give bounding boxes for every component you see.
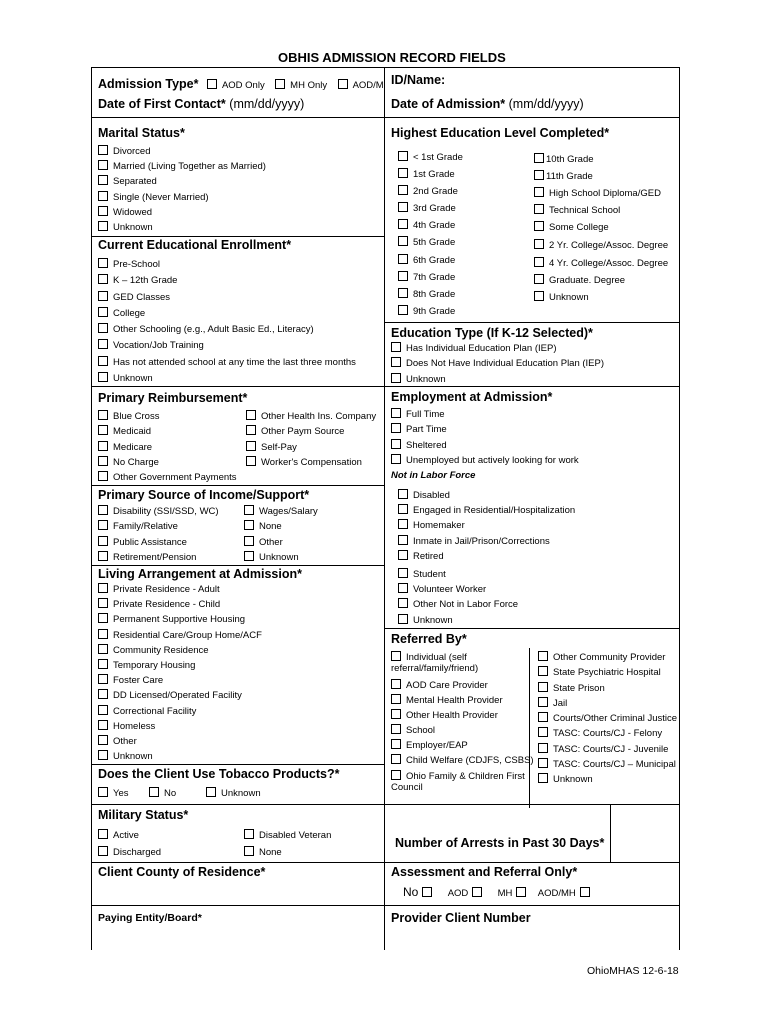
- income-option[interactable]: Family/Relative: [98, 520, 219, 535]
- income-option[interactable]: Other: [244, 536, 318, 551]
- assessment-aod-checkbox[interactable]: [472, 887, 482, 897]
- referred-option-cont: Council: [391, 781, 423, 793]
- living-option[interactable]: Private Residence - Adult: [98, 583, 262, 598]
- referred-option[interactable]: TASC: Courts/CJ - Juvenile: [538, 743, 677, 758]
- reimbursement-left: [98, 410, 237, 486]
- education-right: [534, 153, 668, 308]
- employment-options: [391, 408, 579, 469]
- nilf-option[interactable]: Inmate in Jail/Prison/Corrections: [398, 535, 575, 550]
- option-label: AOD/M: [352, 80, 384, 91]
- edu-type-options: [391, 342, 604, 388]
- living-label: Living Arrangement at Admission*: [98, 567, 302, 581]
- enrollment-option[interactable]: College: [98, 307, 356, 323]
- aod-m-checkbox[interactable]: [338, 79, 348, 89]
- referred-option[interactable]: Child Welfare (CDJFS, CSBS): [391, 754, 534, 769]
- military-label: Military Status*: [98, 808, 189, 822]
- divider: [384, 804, 679, 805]
- referred-option[interactable]: Ohio Family & Children First: [391, 770, 534, 782]
- education-option[interactable]: Unknown: [534, 291, 668, 308]
- income-right: [244, 505, 318, 566]
- provider-client-number-field[interactable]: Provider Client Number: [391, 911, 531, 925]
- reimbursement-option[interactable]: Other Health Ins. Company: [246, 410, 376, 425]
- living-option[interactable]: Foster Care: [98, 674, 262, 689]
- income-option[interactable]: Disability (SSI/SSD, WC): [98, 505, 219, 520]
- divider: [384, 905, 679, 906]
- marital-option[interactable]: Divorced: [98, 145, 266, 160]
- referred-option[interactable]: TASC: Courts/CJ - Felony: [538, 727, 677, 742]
- footer-version: OhioMHAS 12-6-18: [587, 965, 679, 977]
- marital-option[interactable]: Separated: [98, 175, 266, 190]
- reimbursement-label: Primary Reimbursement*: [98, 391, 248, 405]
- arrests-input[interactable]: [612, 806, 677, 860]
- admission-type-label: Admission Type*: [98, 77, 199, 91]
- enrollment-option[interactable]: Pre-School: [98, 258, 356, 274]
- education-option[interactable]: < 1st Grade: [398, 151, 463, 168]
- education-option[interactable]: 2nd Grade: [398, 185, 463, 202]
- living-option[interactable]: Permanent Supportive Housing: [98, 613, 262, 628]
- tobacco-no[interactable]: No: [149, 787, 176, 800]
- education-label: Highest Education Level Completed*: [391, 126, 610, 140]
- living-option[interactable]: Other: [98, 735, 262, 750]
- reimbursement-option[interactable]: No Charge: [98, 456, 237, 471]
- living-option[interactable]: Temporary Housing: [98, 659, 262, 674]
- page-title: OBHIS ADMISSION RECORD FIELDS: [278, 50, 506, 65]
- income-option[interactable]: Unknown: [244, 551, 318, 566]
- first-contact-field[interactable]: [98, 97, 304, 111]
- income-option[interactable]: None: [244, 520, 318, 535]
- nilf-option[interactable]: Engaged in Residential/Hospitalization: [398, 504, 575, 519]
- marital-option[interactable]: Unknown: [98, 221, 266, 236]
- living-options: [98, 583, 262, 765]
- assessment-options: [403, 885, 594, 900]
- tobacco-label: Does the Client Use Tobacco Products?*: [98, 767, 340, 781]
- frame-left: [91, 67, 92, 950]
- income-option[interactable]: Public Assistance: [98, 536, 219, 551]
- education-option[interactable]: 4 Yr. College/Assoc. Degree: [534, 257, 668, 274]
- nilf-option[interactable]: Retired: [398, 550, 575, 565]
- referred-option[interactable]: Employer/EAP: [391, 739, 534, 754]
- education-option[interactable]: 2 Yr. College/Assoc. Degree: [534, 239, 668, 256]
- referred-option[interactable]: School: [391, 724, 534, 739]
- employment-option[interactable]: Full Time: [391, 408, 579, 423]
- option-label: AOD Only: [221, 80, 265, 91]
- edu-type-option[interactable]: Does Not Have Individual Education Plan (IEP): [391, 357, 604, 372]
- education-option[interactable]: 5th Grade: [398, 236, 463, 253]
- mh-only-checkbox[interactable]: [275, 79, 285, 89]
- frame-top: [91, 67, 679, 68]
- enrollment-option[interactable]: Vocation/Job Training: [98, 339, 356, 355]
- arrests-divider: [610, 804, 611, 862]
- referred-option[interactable]: Jail: [538, 697, 677, 712]
- employment-option[interactable]: Unemployed but actively looking for work: [391, 454, 579, 469]
- county-field[interactable]: Client County of Residence*: [98, 865, 266, 879]
- education-option[interactable]: 6th Grade: [398, 254, 463, 271]
- referred-left: [391, 651, 534, 794]
- date-format: (mm/dd/yyyy): [229, 97, 305, 111]
- education-option[interactable]: 1st Grade: [398, 168, 463, 185]
- living-option[interactable]: Community Residence: [98, 644, 262, 659]
- military-right: [244, 829, 331, 862]
- military-left: [98, 829, 161, 862]
- employment-option[interactable]: Part Time: [391, 423, 579, 438]
- option-label: No: [403, 885, 419, 899]
- marital-option[interactable]: Widowed: [98, 206, 266, 221]
- aod-only-checkbox[interactable]: [207, 79, 217, 89]
- referred-option[interactable]: TASC: Courts/CJ – Municipal: [538, 758, 677, 773]
- living-option[interactable]: Homeless: [98, 720, 262, 735]
- divider: [91, 236, 384, 237]
- education-option[interactable]: High School Diploma/GED: [534, 187, 668, 204]
- income-option[interactable]: Wages/Salary: [244, 505, 318, 520]
- nilf-options: [398, 489, 575, 629]
- education-option[interactable]: 7th Grade: [398, 271, 463, 288]
- assessment-no-checkbox[interactable]: [422, 887, 432, 897]
- nilf-option[interactable]: Student: [398, 568, 575, 583]
- employment-label: Employment at Admission*: [391, 390, 553, 404]
- education-option[interactable]: 8th Grade: [398, 288, 463, 305]
- date-format: (mm/dd/yyyy): [508, 97, 584, 111]
- reimbursement-option[interactable]: Other Paym Source: [246, 425, 376, 440]
- referred-option[interactable]: Individual (self: [391, 651, 534, 663]
- education-option[interactable]: Technical School: [534, 204, 668, 221]
- option-label: AOD: [447, 888, 469, 899]
- frame-bottom-divider: [91, 862, 679, 863]
- admission-type-row: [98, 75, 384, 93]
- admission-date-field[interactable]: [391, 97, 584, 111]
- nilf-option[interactable]: Volunteer Worker: [398, 583, 575, 598]
- living-option[interactable]: DD Licensed/Operated Facility: [98, 689, 262, 704]
- nilf-option[interactable]: Other Not in Labor Force: [398, 598, 575, 613]
- military-option[interactable]: Discharged: [98, 846, 161, 863]
- reimbursement-option[interactable]: Other Government Payments: [98, 471, 237, 486]
- nilf-option[interactable]: Unknown: [398, 614, 575, 629]
- divider: [384, 322, 679, 323]
- nilf-option[interactable]: Homemaker: [398, 519, 575, 534]
- education-option[interactable]: 11th Grade: [534, 170, 668, 187]
- enrollment-option[interactable]: Other Schooling (e.g., Adult Basic Ed., Literacy): [98, 323, 356, 339]
- enrollment-option[interactable]: Has not attended school at any time the last three months: [98, 356, 356, 372]
- assessment-aodmh-checkbox[interactable]: [580, 887, 590, 897]
- paying-entity-field[interactable]: Paying Entity/Board*: [98, 912, 202, 924]
- living-option[interactable]: Correctional Facility: [98, 705, 262, 720]
- option-label: AOD/MH: [537, 888, 576, 899]
- referred-option[interactable]: State Psychiatric Hospital: [538, 666, 677, 681]
- education-option[interactable]: 4th Grade: [398, 219, 463, 236]
- referred-right: [538, 651, 677, 789]
- enrollment-label: Current Educational Enrollment*: [98, 238, 292, 252]
- reimbursement-option[interactable]: Worker's Compensation: [246, 456, 376, 471]
- enrollment-option[interactable]: Unknown: [98, 372, 356, 388]
- edu-type-label: Education Type (If K-12 Selected)*: [391, 326, 593, 340]
- arrests-label: Number of Arrests in Past 30 Days*: [395, 836, 605, 850]
- referred-option[interactable]: Mental Health Provider: [391, 694, 534, 709]
- referred-option[interactable]: Courts/Other Criminal Justice: [538, 712, 677, 727]
- income-option[interactable]: Retirement/Pension: [98, 551, 219, 566]
- referred-option[interactable]: Other Health Provider: [391, 709, 534, 724]
- edu-type-option[interactable]: Unknown: [391, 373, 604, 388]
- marital-option[interactable]: Single (Never Married): [98, 191, 266, 206]
- enrollment-option[interactable]: K – 12th Grade: [98, 274, 356, 290]
- reimbursement-right: [246, 410, 376, 471]
- education-option[interactable]: Some College: [534, 221, 668, 238]
- referred-label: Referred By*: [391, 632, 467, 646]
- frame-center: [384, 67, 385, 950]
- nilf-option[interactable]: Disabled: [398, 489, 575, 504]
- field-label: Date of First Contact*: [98, 97, 226, 111]
- referred-option[interactable]: State Prison: [538, 682, 677, 697]
- frame-right: [679, 67, 680, 950]
- military-option[interactable]: Disabled Veteran: [244, 829, 331, 846]
- not-in-labor-force-heading: Not in Labor Force: [391, 470, 476, 481]
- enrollment-options: [98, 258, 356, 388]
- education-left: [398, 151, 463, 322]
- military-option[interactable]: Active: [98, 829, 161, 846]
- military-option[interactable]: None: [244, 846, 331, 863]
- tobacco-unknown[interactable]: Unknown: [206, 787, 261, 800]
- education-option[interactable]: Graduate. Degree: [534, 274, 668, 291]
- referred-option[interactable]: AOD Care Provider: [391, 679, 534, 694]
- referred-option-cont: referral/family/friend): [391, 663, 479, 674]
- enrollment-option[interactable]: GED Classes: [98, 291, 356, 307]
- reimbursement-option[interactable]: Blue Cross: [98, 410, 237, 425]
- referred-option[interactable]: Unknown: [538, 773, 677, 788]
- reimbursement-option[interactable]: Medicare: [98, 441, 237, 456]
- referred-option[interactable]: Other Community Provider: [538, 651, 677, 666]
- tobacco-yes[interactable]: Yes: [98, 787, 129, 800]
- living-option[interactable]: Residential Care/Group Home/ACF: [98, 629, 262, 644]
- living-option[interactable]: Unknown: [98, 750, 262, 765]
- edu-type-option[interactable]: Has Individual Education Plan (IEP): [391, 342, 604, 357]
- income-label: Primary Source of Income/Support*: [98, 488, 310, 502]
- income-left: [98, 505, 219, 566]
- reimbursement-option[interactable]: Medicaid: [98, 425, 237, 440]
- divider: [91, 804, 384, 805]
- marital-status-label: Marital Status*: [98, 126, 185, 140]
- field-label: Date of Admission*: [391, 97, 506, 111]
- education-option[interactable]: 9th Grade: [398, 305, 463, 322]
- option-label: MH: [497, 888, 513, 899]
- option-label: MH Only: [290, 80, 328, 91]
- employment-option[interactable]: Sheltered: [391, 439, 579, 454]
- divider: [91, 905, 384, 906]
- marital-option[interactable]: Married (Living Together as Married): [98, 160, 266, 175]
- education-option[interactable]: 10th Grade: [534, 153, 668, 170]
- living-option[interactable]: Private Residence - Child: [98, 598, 262, 613]
- marital-options: [98, 145, 266, 236]
- education-option[interactable]: 3rd Grade: [398, 202, 463, 219]
- frame-row-divider: [91, 117, 679, 118]
- id-name-label: ID/Name:: [391, 73, 446, 87]
- assessment-mh-checkbox[interactable]: [516, 887, 526, 897]
- assessment-label: Assessment and Referral Only*: [391, 865, 578, 879]
- reimbursement-option[interactable]: Self-Pay: [246, 441, 376, 456]
